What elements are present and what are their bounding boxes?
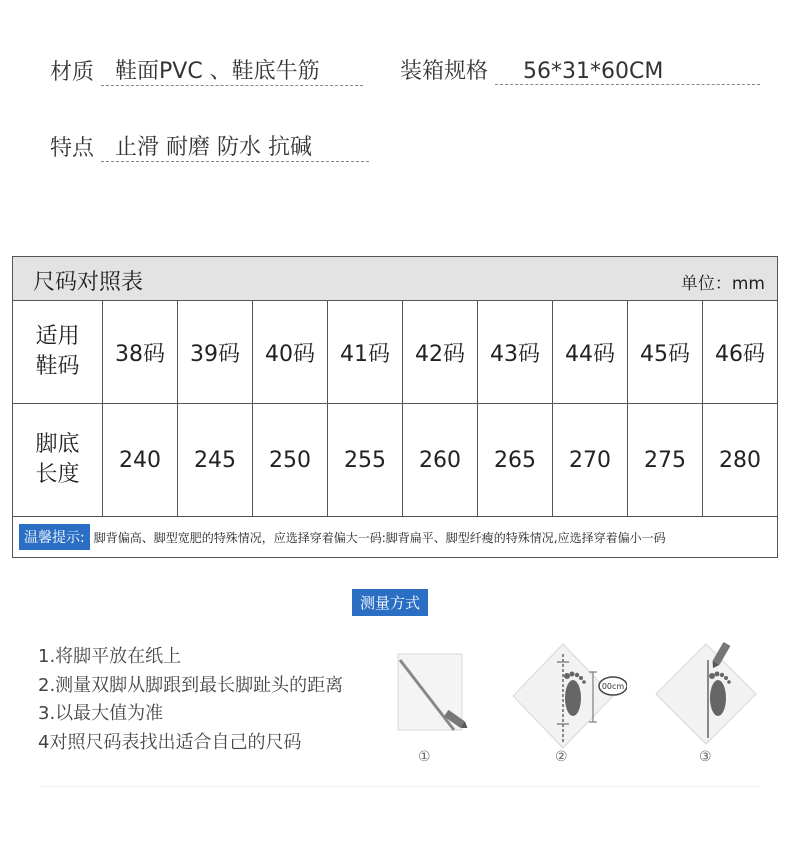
spec-box-size	[400, 54, 760, 85]
foot-length-cell: 240	[103, 404, 178, 516]
shoe-size-cell: 45码	[628, 301, 703, 403]
shoe-size-cell: 41码	[328, 301, 403, 403]
size-chart-unit: 单位：mm	[680, 274, 765, 294]
shoe-size-cell: 39码	[178, 301, 253, 403]
shoe-size-cell: 40码	[253, 301, 328, 403]
measure-step: 4对照尺码表找出适合自己的尺码	[38, 731, 302, 753]
shoe-size-header-line1: 适用	[35, 324, 80, 349]
shoe-size-header-line2: 鞋码	[35, 354, 80, 379]
foot-length-header-line2: 长度	[35, 462, 80, 487]
shoe-size-row	[13, 301, 777, 404]
spec-material	[50, 54, 363, 86]
footer-divider	[40, 786, 760, 787]
tip-text: 脚背偏高、脚型宽肥的特殊情况，应选择穿着偏大一码:脚背扁平、脚型纤瘦的特殊情况,应选择穿着偏小一码	[93, 530, 666, 545]
box-size-value: 56*31*60CM	[495, 59, 760, 85]
feature-value: 止滑 耐磨 防水 抗碱	[101, 130, 369, 162]
shoe-size-cell: 42码	[403, 301, 478, 403]
foot-length-header-cell	[13, 404, 103, 516]
measure-step: 1.将脚平放在纸上	[38, 646, 182, 667]
size-chart-header	[13, 257, 777, 301]
spec-feature	[50, 130, 369, 162]
foot-length-cell: 280	[719, 447, 761, 473]
measure-steps-list	[38, 643, 343, 757]
shoe-size-header-cell	[13, 301, 103, 403]
illustration-number: ③	[699, 749, 712, 765]
tip-row	[13, 517, 777, 557]
paper-pencil-illustration	[394, 650, 476, 738]
foot-length-cell: 275	[628, 404, 703, 516]
foot-length-cell: 260	[403, 404, 478, 516]
shoe-size-cell: 46码	[715, 341, 765, 367]
tip-badge: 温馨提示:	[19, 524, 90, 550]
feature-label: 特点	[50, 136, 95, 161]
illustration-number: ②	[555, 749, 568, 765]
size-chart-title: 尺码对照表	[33, 270, 144, 295]
ruler-bubble-label: 00cm	[601, 682, 625, 691]
shoe-size-cell: 43码	[478, 301, 553, 403]
material-label: 材质	[50, 60, 95, 85]
foot-length-header-line1: 脚底	[35, 432, 80, 457]
box-size-label: 装箱规格	[400, 59, 489, 84]
shoe-size-cell: 38码	[103, 301, 178, 403]
measure-title-badge: 测量方式	[352, 589, 428, 616]
foot-length-cell: 250	[253, 404, 328, 516]
material-value: 鞋面PVC 、鞋底牛筋	[101, 54, 363, 86]
foot-length-cell: 270	[553, 404, 628, 516]
size-chart-table	[12, 256, 778, 558]
shoe-size-cell: 44码	[553, 301, 628, 403]
foot-outline-illustration	[652, 640, 764, 750]
foot-measure-illustration	[509, 640, 627, 760]
measure-step: 3.以最大值为准	[38, 703, 164, 724]
illustration-number: ①	[418, 749, 431, 765]
foot-length-cell: 245	[178, 404, 253, 516]
measure-step: 2.测量双脚从脚跟到最长脚趾头的距离	[38, 674, 344, 696]
foot-length-cell: 265	[478, 404, 553, 516]
foot-length-cell: 255	[328, 404, 403, 516]
foot-length-row	[13, 404, 777, 517]
